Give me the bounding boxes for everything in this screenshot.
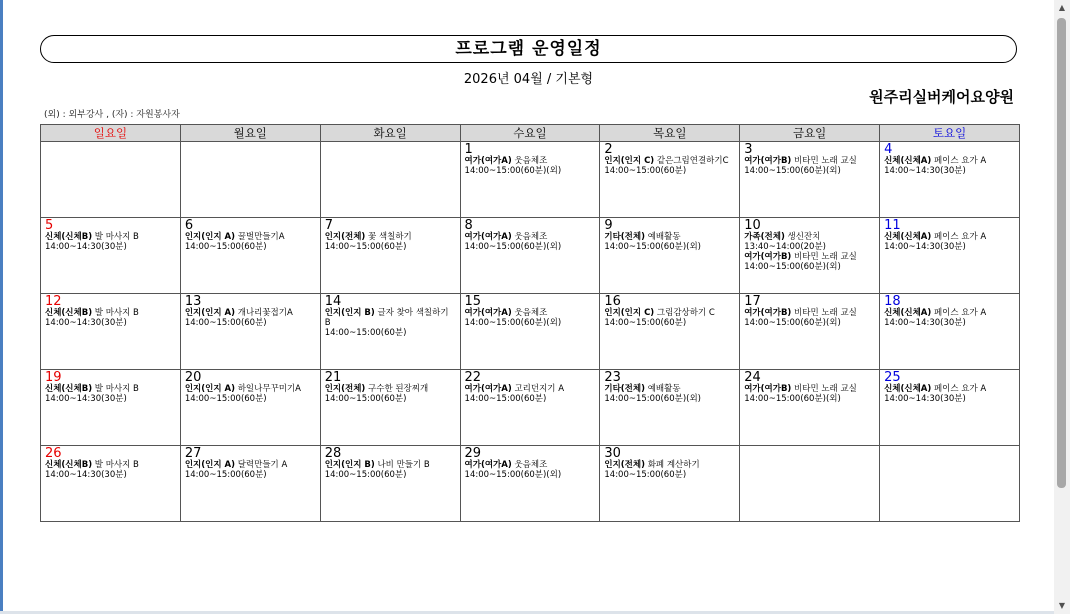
day-number: 17 <box>744 294 761 309</box>
event-name: 비타민 노래 교실 <box>794 156 857 166</box>
day-number: 11 <box>884 218 901 233</box>
event-name: 하일나무꾸미기A <box>237 384 301 394</box>
calendar-day-cell <box>600 370 740 446</box>
event-time: 14:00~15:00(60분)(외) <box>464 318 562 328</box>
event-name: 웃음체조 <box>514 460 548 470</box>
weekday-header-monday: 월요일 <box>180 125 320 142</box>
event-title <box>884 232 1015 242</box>
event-name: 개나리꽃접기A <box>237 308 293 318</box>
event-time: 14:00~15:00(60분)(외) <box>604 242 701 252</box>
event-title <box>604 384 735 394</box>
event-time: 14:00~15:00(60분)(외) <box>744 394 841 404</box>
calendar-day-cell <box>180 294 320 370</box>
event-category: 여가(여가B) <box>744 384 792 394</box>
event-title <box>465 308 596 318</box>
event-category: 인지(인지 B) <box>324 308 375 318</box>
event-name: 같은그림연결하기C <box>656 156 729 166</box>
calendar-week-row <box>41 294 1020 370</box>
event-title <box>744 384 875 394</box>
calendar-day-cell <box>880 446 1020 522</box>
calendar-day-cell <box>460 294 600 370</box>
event-category: 신체(신체B) <box>45 384 93 394</box>
calendar-day-cell <box>41 446 181 522</box>
day-number: 18 <box>884 294 901 309</box>
calendar-day-cell <box>740 370 880 446</box>
calendar-day-cell <box>180 446 320 522</box>
calendar-day-cell <box>600 142 740 218</box>
event-category: 가족(전체) <box>744 232 785 242</box>
day-number: 29 <box>464 446 482 461</box>
calendar-week-row <box>41 218 1020 294</box>
event-title <box>185 232 316 242</box>
event-title <box>604 308 735 318</box>
event-category: 인지(인지 A) <box>184 308 235 318</box>
calendar-day-cell <box>880 142 1020 218</box>
event-name: 예배활동 <box>647 232 681 242</box>
event-time: 14:00~15:00(60분) <box>324 394 407 404</box>
event-title <box>325 460 456 470</box>
day-number: 23 <box>604 370 621 385</box>
event-name: 화폐 계산하기 <box>647 460 700 470</box>
calendar-day-cell <box>460 370 600 446</box>
calendar-day-cell <box>740 294 880 370</box>
event-time: 14:00~14:30(30분) <box>45 318 127 328</box>
calendar-day-cell <box>320 218 460 294</box>
day-number: 2 <box>604 142 613 157</box>
calendar-day-cell <box>180 142 320 218</box>
event-title <box>465 384 596 394</box>
day-number: 30 <box>604 446 621 461</box>
calendar-week-row <box>41 142 1020 218</box>
event-name: 비타민 노래 교실 <box>794 252 857 262</box>
day-number: 28 <box>324 446 342 461</box>
event-name: 달력만들기 A <box>237 460 288 470</box>
event-category: 인지(인지 C) <box>604 308 655 318</box>
calendar-day-cell <box>180 370 320 446</box>
event-title <box>744 308 875 318</box>
event-category: 신체(신체B) <box>45 460 93 470</box>
day-number: 14 <box>324 294 342 309</box>
event-title <box>884 384 1015 394</box>
event-category: 신체(신체B) <box>45 232 93 242</box>
event-time: 14:00~15:00(60분)(외) <box>744 262 841 272</box>
day-number: 12 <box>45 294 62 309</box>
event-category: 여가(여가B) <box>744 156 792 166</box>
event-title <box>325 308 456 328</box>
day-number: 16 <box>604 294 621 309</box>
event-time: 14:00~15:00(60분)(외) <box>744 166 841 176</box>
event-name: 꽃 색칠하기 <box>368 232 412 242</box>
event-name: 구수한 된장찌개 <box>368 384 429 394</box>
weekday-header-row <box>41 125 1020 142</box>
event-category: 신체(신체B) <box>45 308 93 318</box>
event-title <box>604 156 735 166</box>
calendar-day-cell <box>41 370 181 446</box>
event-category: 인지(인지 A) <box>184 460 235 470</box>
event-category: 여가(여가A) <box>464 308 512 318</box>
event-time: 14:00~14:30(30분) <box>884 318 966 328</box>
calendar-day-cell <box>180 218 320 294</box>
event-title <box>185 384 316 394</box>
event-name: 웃음체조 <box>514 156 548 166</box>
organization-name: 원주리실버케어요양원 <box>869 88 1014 106</box>
event-name: 페이스 요가 A <box>933 232 987 242</box>
day-number: 3 <box>744 142 753 157</box>
event-title <box>325 384 456 394</box>
event-title <box>465 232 596 242</box>
calendar-day-cell <box>41 294 181 370</box>
event-time: 14:00~15:00(60분) <box>324 328 407 338</box>
calendar-body <box>41 142 1020 522</box>
event-time: 14:00~15:00(60분) <box>184 242 267 252</box>
event-name: 예배활동 <box>647 384 681 394</box>
event-time: 14:00~15:00(60분) <box>604 318 687 328</box>
event-category: 여가(여가A) <box>464 232 512 242</box>
day-number: 26 <box>45 446 62 461</box>
day-number: 9 <box>604 218 613 233</box>
event-name: 발 마사지 B <box>94 232 139 242</box>
weekday-header-saturday: 토요일 <box>880 125 1020 142</box>
day-number: 10 <box>744 218 761 233</box>
event-category: 인지(전체) <box>324 232 366 242</box>
calendar-day-cell <box>41 142 181 218</box>
event-name: 비타민 노래 교실 <box>794 384 857 394</box>
day-number: 5 <box>45 218 54 233</box>
weekday-header-wednesday: 수요일 <box>460 125 600 142</box>
day-number: 13 <box>184 294 202 309</box>
event-time: 14:00~15:00(60분) <box>604 470 687 480</box>
event-time: 14:00~15:00(60분)(외) <box>744 318 841 328</box>
calendar-day-cell <box>600 218 740 294</box>
schedule-subtitle: 2026년 04월 / 기본형 <box>463 72 594 87</box>
event-category: 여가(여가A) <box>464 156 512 166</box>
event-time: 13:40~14:00(20분) <box>744 242 826 252</box>
event-name: 고리던지기 A <box>514 384 565 394</box>
event-category: 신체(신체A) <box>884 156 932 166</box>
scrollbar-thumb[interactable] <box>1057 18 1066 488</box>
event-category: 기타(전체) <box>604 384 645 394</box>
event-title <box>45 232 176 242</box>
calendar-day-cell <box>600 446 740 522</box>
event-time: 14:00~15:00(60분)(외) <box>464 242 562 252</box>
calendar-day-cell <box>320 142 460 218</box>
weekday-header-thursday: 목요일 <box>600 125 740 142</box>
calendar-day-cell <box>740 142 880 218</box>
event-title <box>45 308 176 318</box>
event-time: 14:00~15:00(60분) <box>604 166 687 176</box>
event-time: 14:00~14:30(30분) <box>45 394 127 404</box>
calendar-table <box>40 124 1020 522</box>
day-number: 15 <box>464 294 482 309</box>
event-name: 페이스 요가 A <box>933 308 987 318</box>
day-number: 20 <box>184 370 202 385</box>
day-number: 21 <box>324 370 342 385</box>
event-name: 발 마사지 B <box>94 460 139 470</box>
event-category: 인지(인지 A) <box>184 232 235 242</box>
calendar-week-row <box>41 446 1020 522</box>
calendar-day-cell <box>600 294 740 370</box>
calendar-day-cell <box>460 218 600 294</box>
day-number: 4 <box>884 142 893 157</box>
day-number: 7 <box>324 218 333 233</box>
event-title <box>185 460 316 470</box>
event-title <box>185 308 316 318</box>
event-category: 기타(전체) <box>604 232 645 242</box>
calendar-day-cell <box>320 370 460 446</box>
calendar-week-row <box>41 370 1020 446</box>
event-name: 나비 만들기 B <box>377 460 430 470</box>
event-name: 발 마사지 B <box>94 308 139 318</box>
event-category: 인지(인지 B) <box>324 460 375 470</box>
event-category: 인지(인지 C) <box>604 156 655 166</box>
event-time: 14:00~14:30(30분) <box>884 242 966 252</box>
scroll-down-arrow-icon[interactable]: ▼ <box>1058 601 1066 610</box>
calendar-day-cell <box>320 446 460 522</box>
event-time: 14:00~15:00(60분)(외) <box>464 166 562 176</box>
day-number: 27 <box>184 446 202 461</box>
calendar-day-cell <box>41 218 181 294</box>
event-name: 꿀벌만들기A <box>237 232 285 242</box>
event-time: 14:00~15:00(60분) <box>324 242 407 252</box>
day-number: 24 <box>744 370 761 385</box>
event-category: 여가(여가A) <box>464 384 512 394</box>
event-name: 그림감상하기 C <box>656 308 715 318</box>
calendar-day-cell <box>460 446 600 522</box>
event-title <box>465 460 596 470</box>
day-number: 19 <box>45 370 62 385</box>
event-time: 14:00~14:30(30분) <box>884 394 966 404</box>
event-category: 인지(인지 A) <box>184 384 235 394</box>
event-time: 14:00~14:30(30분) <box>884 166 966 176</box>
calendar-day-cell <box>740 218 880 294</box>
day-number: 1 <box>464 142 473 157</box>
event-time: 14:00~15:00(60분) <box>184 470 267 480</box>
event-time: 14:00~14:30(30분) <box>45 242 127 252</box>
scroll-up-arrow-icon[interactable]: ▲ <box>1058 3 1066 12</box>
event-category: 인지(전체) <box>604 460 645 470</box>
vertical-scrollbar[interactable] <box>1054 0 1070 614</box>
calendar-day-cell <box>740 446 880 522</box>
event-time: 14:00~15:00(60분) <box>464 394 547 404</box>
event-name: 비타민 노래 교실 <box>794 308 857 318</box>
event-title <box>604 460 735 470</box>
weekday-header-sunday: 일요일 <box>41 125 181 142</box>
event-title <box>45 460 176 470</box>
event-title <box>744 252 875 262</box>
event-name: 페이스 요가 A <box>933 384 987 394</box>
weekday-header-friday: 금요일 <box>740 125 880 142</box>
legend-note: (외) : 외부강사 , (자) : 자원봉사자 <box>44 110 180 120</box>
calendar-day-cell <box>460 142 600 218</box>
event-time: 14:00~15:00(60분) <box>184 318 267 328</box>
event-category: 신체(신체A) <box>884 232 932 242</box>
event-title <box>744 156 875 166</box>
event-category: 신체(신체A) <box>884 384 932 394</box>
calendar-day-cell <box>880 218 1020 294</box>
window-left-border <box>0 0 3 614</box>
event-title <box>884 308 1015 318</box>
event-title <box>325 232 456 242</box>
event-name: 발 마사지 B <box>94 384 139 394</box>
event-category: 신체(신체A) <box>884 308 932 318</box>
event-name: 글자 찾아 색칠하기 B <box>324 308 449 328</box>
event-name: 생신잔치 <box>787 232 821 242</box>
page-title: 프로그램 운영일정 <box>40 35 1017 63</box>
weekday-header-tuesday: 화요일 <box>320 125 460 142</box>
event-title <box>744 232 875 242</box>
event-title <box>45 384 176 394</box>
event-name: 웃음체조 <box>514 308 548 318</box>
event-name: 페이스 요가 A <box>933 156 987 166</box>
event-time: 14:00~15:00(60분) <box>184 394 267 404</box>
day-number: 25 <box>884 370 901 385</box>
event-category: 여가(여가B) <box>744 308 792 318</box>
event-category: 여가(여가B) <box>744 252 792 262</box>
event-time: 14:00~15:00(60분)(외) <box>604 394 701 404</box>
day-number: 22 <box>464 370 482 385</box>
event-category: 인지(전체) <box>324 384 366 394</box>
calendar-day-cell <box>880 294 1020 370</box>
event-title <box>884 156 1015 166</box>
calendar-day-cell <box>880 370 1020 446</box>
day-number: 8 <box>464 218 473 233</box>
event-time: 14:00~15:00(60분)(외) <box>464 470 562 480</box>
event-time: 14:00~14:30(30분) <box>45 470 127 480</box>
event-name: 웃음체조 <box>514 232 548 242</box>
event-category: 여가(여가A) <box>464 460 512 470</box>
calendar-day-cell <box>320 294 460 370</box>
day-number: 6 <box>184 218 194 233</box>
event-title <box>604 232 735 242</box>
event-title <box>465 156 596 166</box>
event-time: 14:00~15:00(60분) <box>324 470 407 480</box>
